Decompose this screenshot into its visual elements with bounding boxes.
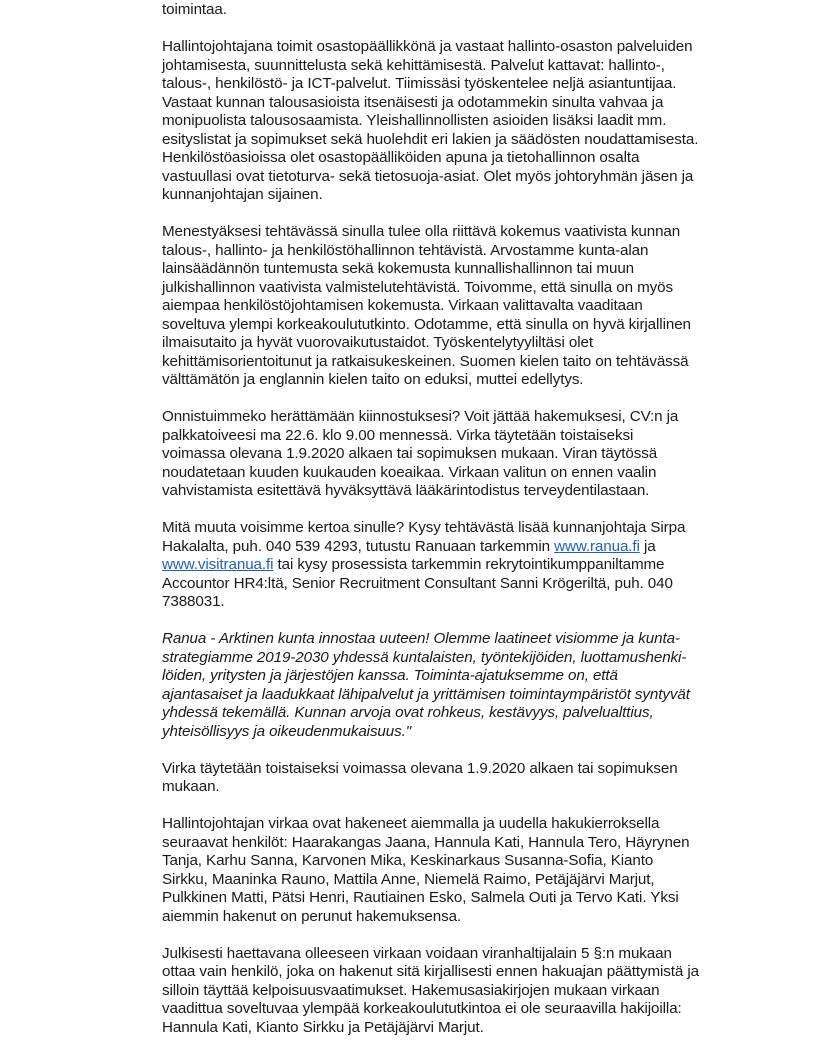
text-line: esityslistat ja sopimukset sekä huolehdit eri lakien ja säädösten noudattamisesta. [162,130,699,148]
paragraph [162,519,699,612]
text-line: Virka täytetään toistaiseksi voimassa olevana 1.9.2020 alkaen tai sopimuksen [162,759,678,777]
text-line [162,538,699,557]
text-line: Hallintojohtajana toimit osastopäällikkönä ja vastaat hallinto-osaston palveluiden [162,38,693,55]
text-line: voimassa olevana 1.9.2020 alkaen tai sopimuksen mukaan. Viran täytössä [162,445,658,462]
text-line: Julkisesti haettavana olleeseen virkaan voidaan viranhaltijalain 5 §:n mukaan [162,944,672,962]
text-line: löiden, yritysten ja järjestöjen kanssa. Toiminta-ajatuksemme on, että [162,667,618,684]
text-line: Mitä muuta voisimme kertoa sinulle? Kysy tehtävästä lisää kunnanjohtaja Sirpa [162,519,686,536]
text-line: ajantasaiset ja laadukkaat lähipalvelut ja yrittämisen toimintaympäristöt syntyvät [162,685,690,703]
text-line [162,556,699,575]
website-link[interactable]: www.visitranua.fi [162,556,274,573]
text-line: välttämätön ja englannin kielen taito on eduksi, muttei edellytys. [162,371,584,388]
text-line: mukaan. [162,778,220,795]
text-line: Hallintojohtajan virkaa ovat hakeneet aiemmalla ja uudella hakukierroksella [162,815,660,832]
text-line: silloin täyttää kelpoisuusvaatimukset. Hakemusasiakirjojen mukaan virkaan [162,981,660,999]
text-line: julkishallinnon vaativista valmistelutehtävistä. Toivomme, että sinulla on myös [162,278,673,296]
text-segment: Hakalalta, puh. 040 539 4293, tutustu Ranuaan tarkemmin [162,537,555,555]
document-body [162,1,699,1056]
text-line: Hannula Kati, Kianto Sirkku ja Petäjäjärvi Marjut. [162,1018,484,1036]
text-line: Accountor HR4:ltä, Senior Recruitment Consultant Sanni Krögeriltä, puh. 040 [162,574,673,592]
text-line: lainsäädännön tuntemusta sekä kokemusta kunnallishallinnon tai muun [162,260,635,277]
text-line: ottaa vain henkilö, joka on hakenut sitä kirjallisesti ennen hakuajan päättymistä ja [162,963,699,980]
paragraph [162,1,699,20]
text-line: Vastaat kunnan talousasioista itsenäisesti ja odotammekin sinulta vahvaa ja [162,93,664,111]
text-line: talous-, henkilöstö- ja ICT-palvelut. Tiimissäsi työskentelee neljä asiantuntijaa. [162,75,677,92]
text-line: johtamisesta, suunnittelusta sekä kehittämisestä. Palvelut kattavat: hallinto-, [162,56,665,74]
website-link[interactable]: www.ranua.fi [554,537,640,555]
text-line: Onnistuimmeko herättämään kiinnostuksesi? Voit jättää hakemuksesi, CV:n ja [162,408,679,425]
paragraph [162,815,699,926]
text-line: vaadittua soveltuvaa ylempää korkeakoulututkintoa ei ole seuraavilla hakijoilla: [162,1000,682,1017]
paragraph [162,945,699,1038]
text-line: seuraavat henkilöt: Haarakangas Jaana, Hannula Kati, Hannula Tero, Häyrynen [162,833,690,851]
paragraph [162,408,699,501]
text-line: Henkilöstöasioissa olet osastopäälliköiden apuna ja tietohallinnon osalta [162,149,640,166]
paragraph [162,760,699,797]
text-line: strategiamme 2019-2030 yhdessä kuntalaisten, työntekijöiden, luottamushenki- [162,648,687,666]
text-line: vahvistamista esitettävä hyväksyttävä lääkärintodistus terveydentilastaan. [162,482,650,499]
text-segment: ja [639,537,656,555]
text-line: toimintaa. [162,1,227,18]
text-line: noudatetaan kuuden kuukauden koeaikaa. Virkaan valitun on ennen vaalin [162,463,657,481]
text-line: kunnanjohtajan sijainen. [162,186,323,203]
text-line: talous-, hallinto- ja henkilöstöhallinnon tehtävistä. Arvostamme kunta-alan [162,241,649,259]
text-line: Menestyäksesi tehtävässä sinulla tulee olla riittävä kokemus vaativista kunnan [162,223,681,240]
text-line: vastuullasi ovat tietoturva- sekä tietosuoja-asiat. Olet myös johtoryhmän jäsen ja [162,167,694,185]
text-line: yhdessä tekemällä. Kunnan arvoja ovat rohkeus, kestävyys, palvelualttius, [162,704,654,721]
text-line: soveltuva ylempi korkeakoulututkinto. Odotamme, että sinulla on hyvä kirjallinen [162,315,691,333]
paragraph [162,38,699,205]
text-line: aiemmin hakenut on perunut hakemuksensa. [162,907,462,925]
text-line: 7388031. [162,593,225,610]
text-line: Sirkku, Maaninka Rauno, Mattila Anne, Niemelä Raimo, Petäjäjärvi Marjut, [162,870,655,888]
text-line: Ranua - Arktinen kunta innostaa uuteen! Olemme laatineet visiomme ja kunta- [162,630,680,647]
text-line: Tanja, Karhu Sanna, Karvonen Mika, Keskinarkaus Susanna-Sofia, Kianto [162,852,654,869]
text-line: aiempaa henkilöstöjohtamisen kokemusta. Virkaan valittavalta vaaditaan [162,297,643,314]
text-line: kehittämisorientoitunut ja ratkaisukeskeinen. Suomen kielen taito on tehtävässä [162,352,689,370]
paragraph [162,223,699,390]
text-segment: tai kysy prosessista tarkemmin rekrytointikumppaniltamme [273,556,665,573]
text-line: Pulkkinen Matti, Pätsi Henri, Rautiainen Esko, Salmela Outi ja Tervo Kati. Yksi [162,889,679,906]
text-line: palkkatoiveesi ma 22.6. klo 9.00 mennessä. Virka täytetään toistaiseksi [162,426,634,444]
text-line: monipuolista talousosaamista. Yleishallinnollisten asioiden lisäksi laadit mm. [162,112,667,129]
text-line: ilmaisutaito ja hyvät vuorovaikutustaidot. Työskentelytyyliltäsi olet [162,334,593,351]
quote-paragraph [162,630,699,741]
text-line: yhteisöllisyys ja oikeudenmukaisuus." [162,722,412,740]
